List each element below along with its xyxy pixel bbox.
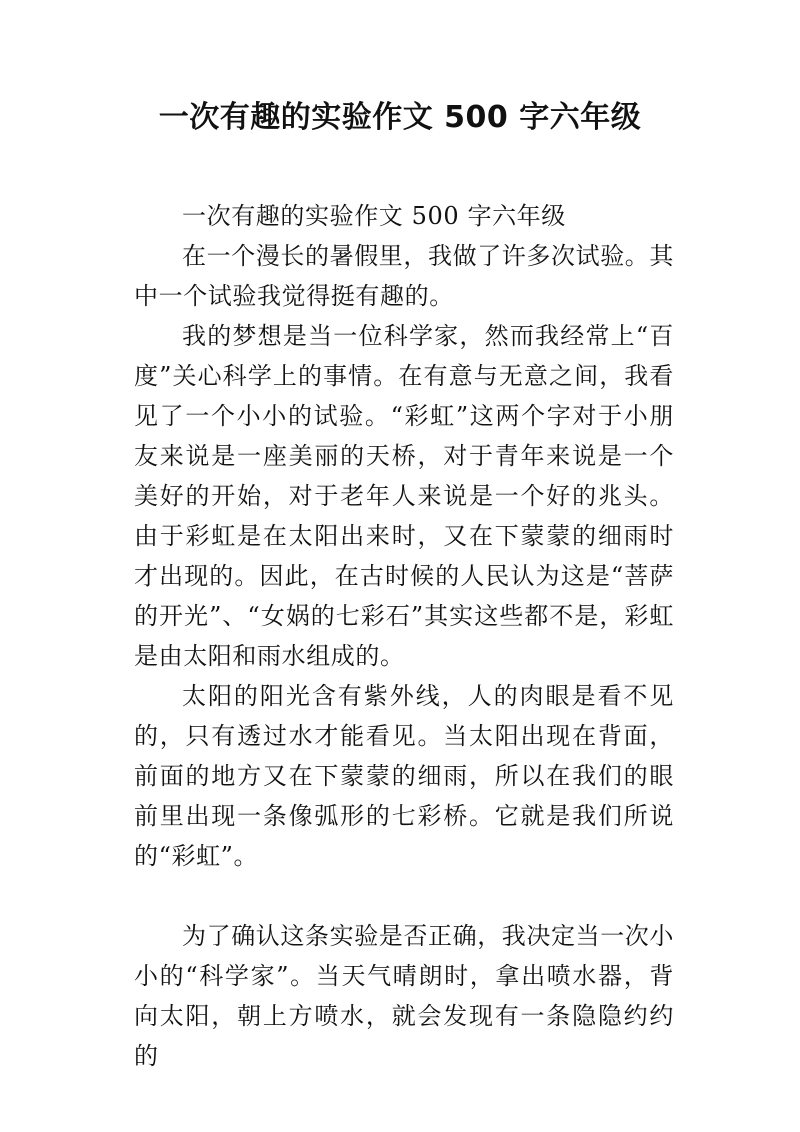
paragraph-summer-experiments: 在一个漫长的暑假里，我做了许多次试验。其中一个试验我觉得挺有趣的。 — [134, 242, 674, 310]
paragraph-subtitle: 一次有趣的实验作文 500 字六年级 — [182, 202, 566, 230]
paragraph-rainbow-dream: 我的梦想是当一位科学家，然而我经常上“百度”关心科学上的事情。在有意与无意之间，我看见了一个小小的试验。“彩虹”这两个字对于小朋友来说是一座美丽的天桥，对于青年来说是一个美好的开始，对于老年人来说是一个好的兆头。由于彩虹是在太阳出来时，又在下蒙蒙的细雨时才出现的。因此，在古时候的人民认为这是“菩萨的开光”、“女娲的七彩石”其实这些都不是，彩虹是由太阳和雨水组成的。 — [134, 322, 674, 670]
paragraph-sunlight-explanation: 太阳的阳光含有紫外线，人的肉眼是看不见的，只有透过水才能看见。当太阳出现在背面，前面的地方又在下蒙蒙的细雨，所以在我们的眼前里出现一条像弧形的七彩桥。它就是我们所说的“彩虹”。 — [134, 682, 674, 870]
document-body — [134, 196, 674, 1076]
paragraph-experiment-attempt: 为了确认这条实验是否正确，我决定当一次小小的“科学家”。当天气晴朗时，拿出喷水器，背向太阳，朝上方喷水，就会发现有一条隐隐约约的 — [134, 922, 674, 1070]
document-title: 一次有趣的实验作文 500 字六年级 — [158, 100, 642, 135]
paragraph-spacer — [134, 876, 674, 916]
